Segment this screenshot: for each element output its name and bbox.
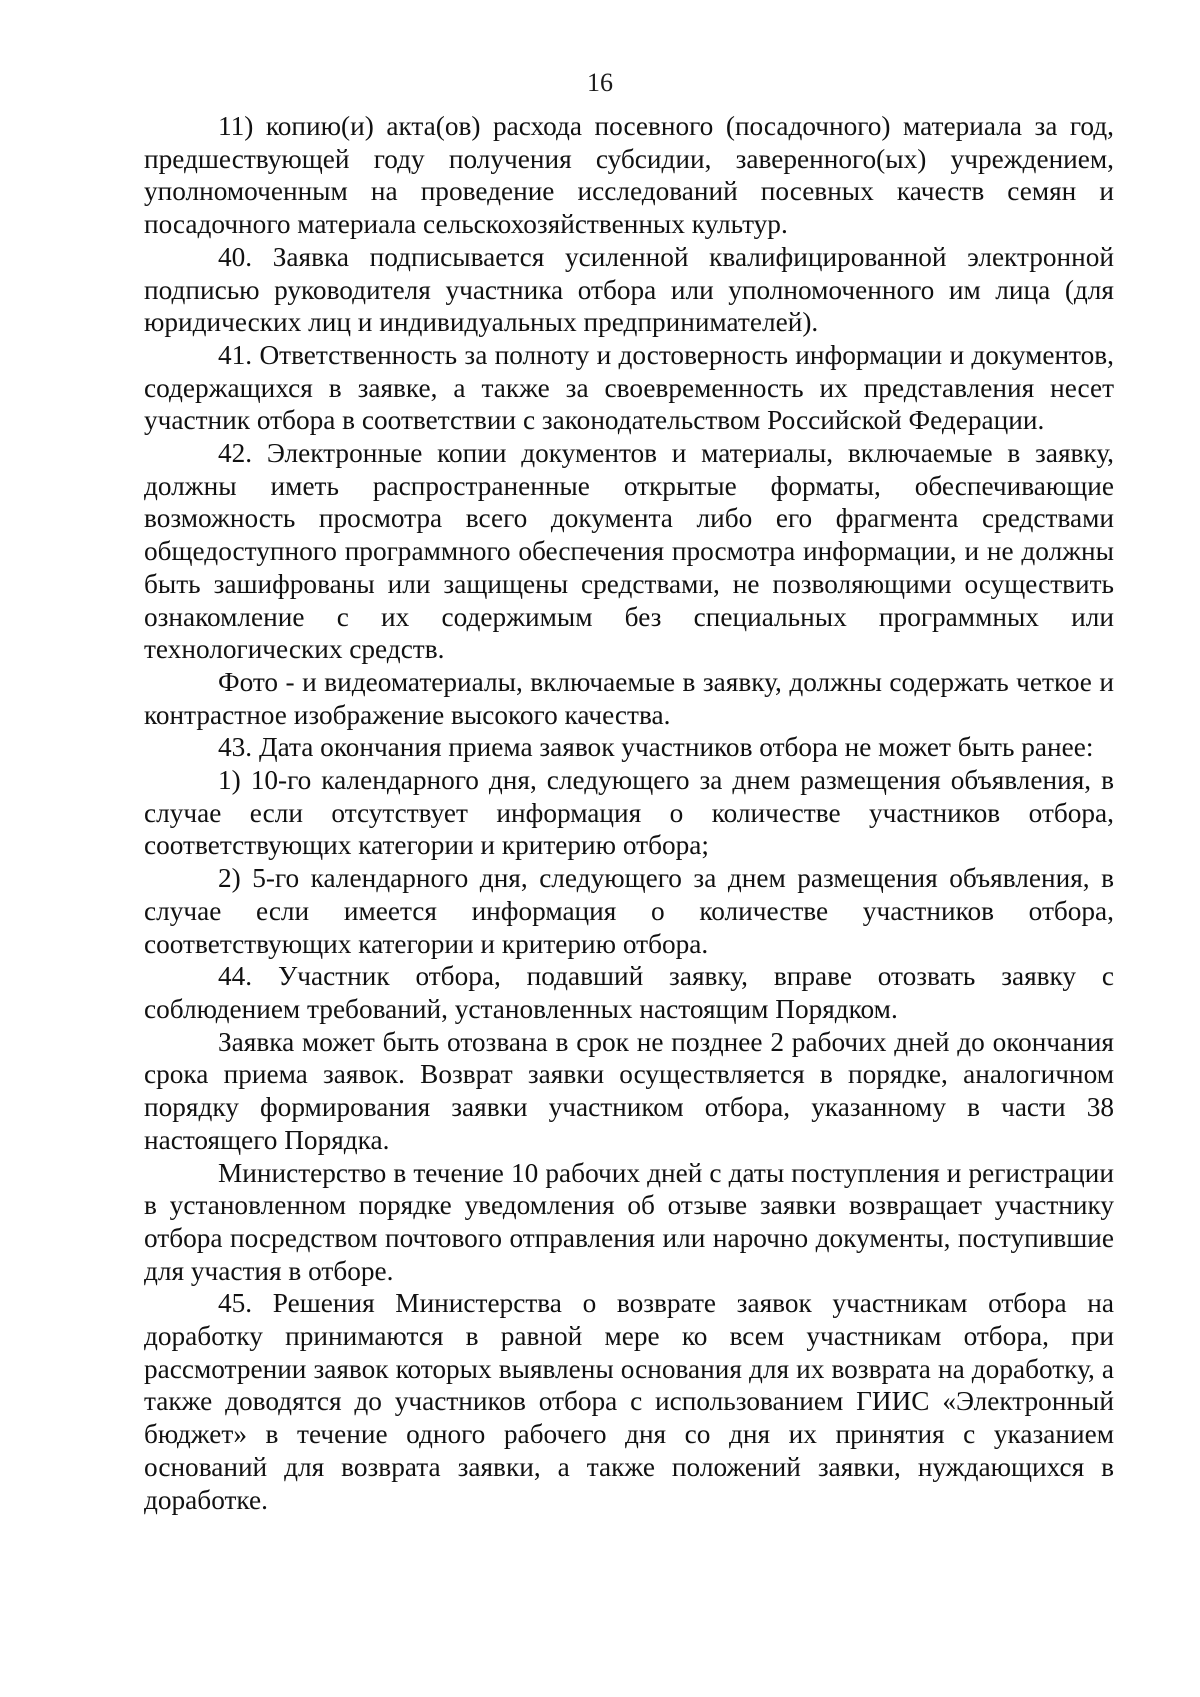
paragraph-section-41: 41. Ответственность за полноту и достоверность информации и документов, содержащихся в заявке, а также за своевременность их представления несет участник отбора в соответствии с законодательством Российской Федерации. [144, 339, 1114, 436]
paragraph-section-44: 44. Участник отбора, подавший заявку, вправе отозвать заявку с соблюдением требований, установленных настоящим Порядком. [144, 961, 1114, 1024]
paragraph-section-40: 40. Заявка подписывается усиленной квалифицированной электронной подписью руководителя участника отбора или уполномоченного им лица (для юридических лиц и индивидуальных предпринимателей). [144, 241, 1114, 338]
paragraph-section-43: 43. Дата окончания приема заявок участников отбора не может быть ранее: [218, 732, 1094, 763]
paragraph-section-43-item-1: 1) 10-го календарного дня, следующего за днем размещения объявления, в случае если отсутствует информация о количестве участников отбора, соответствующих категории и критерию отбора; [144, 765, 1114, 861]
paragraph-photo-video: Фото - и видеоматериалы, включаемые в заявку, должны содержать четкое и контрастное изображение высокого качества. [144, 666, 1114, 730]
paragraph-section-42: 42. Электронные копии документов и материалы, включаемые в заявку, должны иметь распространенные открытые форматы, обеспечивающие возможность просмотра всего документа либо его фрагмента средствами общедоступного программного обеспечения просмотра информации, и не должны быть зашифрованы или защищены средствами, не позволяющими осуществить ознакомление с их содержимым без специальных программных или технологических средств. [144, 438, 1114, 665]
paragraph-ministry-return: Министерство в течение 10 рабочих дней с даты поступления и регистрации в установленном порядке уведомления об отзыве заявки возвращает участнику отбора посредством почтового отправления или нарочно документы, поступившие для участия в отборе. [144, 1157, 1114, 1286]
paragraph-section-45: 45. Решения Министерства о возврате заявок участникам отбора на доработку принимаются в равной мере ко всем участникам отбора, при рассмотрении заявок которых выявлены основания для их возврата на доработку, а также доводятся до участников отбора с использованием ГИИС «Электронный бюджет» в течение одного рабочего дня со дня их принятия с указанием оснований для возврата заявки, а также положений заявки, нуждающихся в доработке. [144, 1288, 1114, 1515]
paragraph-withdrawal-terms: Заявка может быть отозвана в срок не позднее 2 рабочих дней до окончания срока приема заявок. Возврат заявки осуществляется в порядке, аналогичном порядку формирования заявки участником отбора, указанному в части 38 настоящего Порядка. [144, 1026, 1114, 1155]
paragraph-item-11: 11) копию(и) акта(ов) расхода посевного (посадочного) материала за год, предшествующей году получения субсидии, заверенного(ых) учреждением, уполномоченным на проведение исследований посевных качеств семян и посадочного материала сельскохозяйственных культур. [144, 111, 1114, 240]
document-body [144, 110, 1114, 1516]
page-number: 16 [587, 68, 613, 97]
paragraph-section-43-item-2: 2) 5-го календарного дня, следующего за днем размещения объявления, в случае если имеется информация о количестве участников отбора, соответствующих категории и критерию отбора. [144, 863, 1114, 959]
